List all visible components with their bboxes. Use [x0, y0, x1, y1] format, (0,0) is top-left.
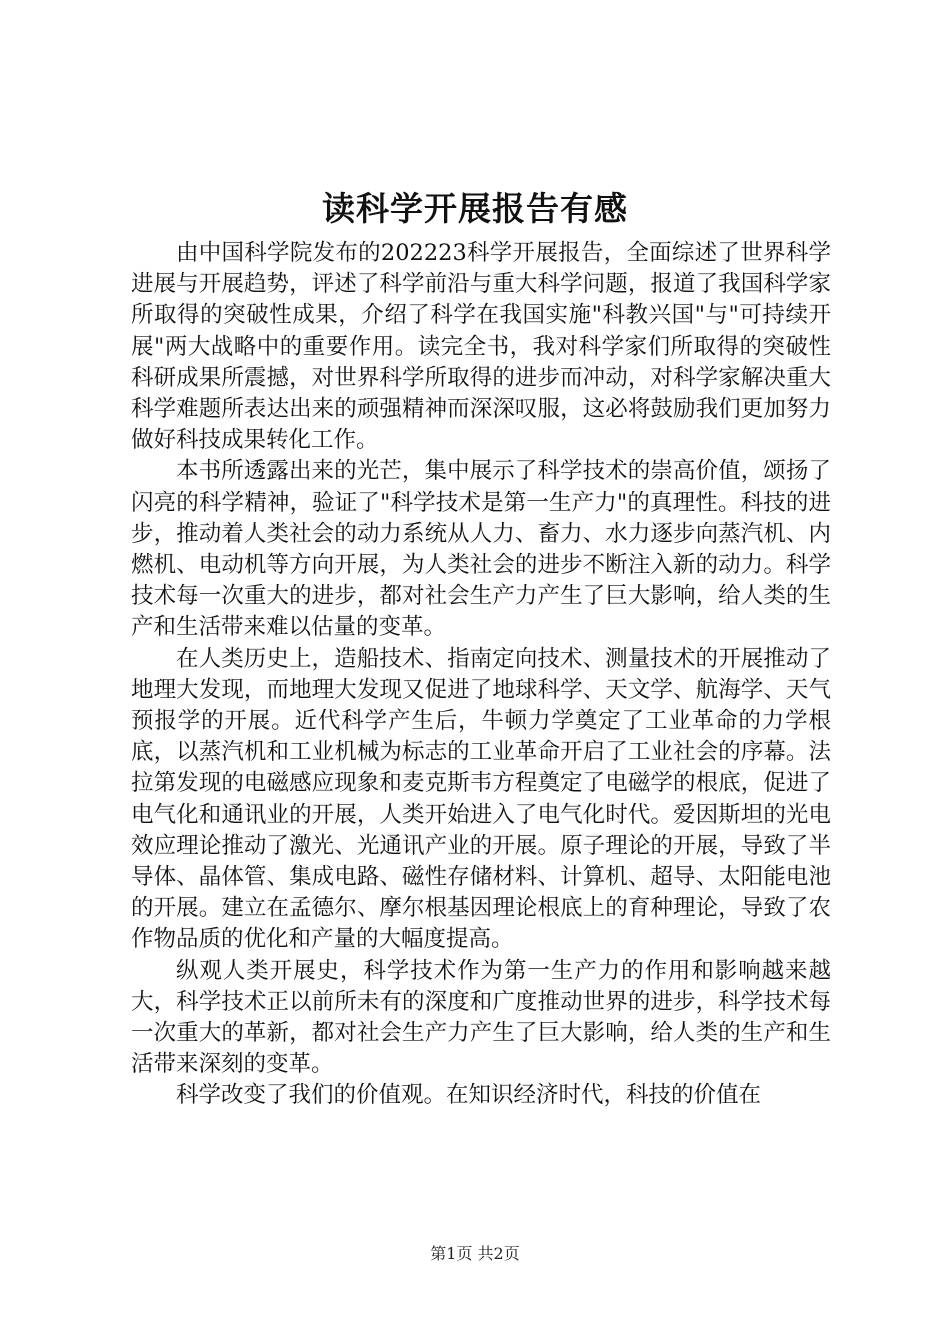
page-number-footer: 第1页 共2页	[430, 1244, 520, 1263]
paragraph-5: 科学改变了我们的价值观。在知识经济时代，科技的价值在	[176, 1082, 762, 1109]
paragraph-3: 在人类历史上，造船技术、指南定向技术、测量技术的开展推动了地理大发现，而地理大发现又促进了地球科学、天文学、航海学、天气预报学的开展。近代科学产生后，牛顿力学奠定了工业革命的力学根底，以蒸汽机和工业机械为标志的工业革命开启了工业社会的序幕。法拉第发现的电磁感应现象和麦克斯韦方程奠定了电磁学的根底，促进了电气化和通讯业的开展，人类开始进入了电气化时代。爱因斯坦的光电效应理论推动了激光、光通讯产业的开展。原子理论的开展，导致了半导体、晶体管、集成电路、磁性存储材料、计算机、超导、太阳能电池的开展。建立在孟德尔、摩尔根基因理论根底上的育种理论，导致了农作物品质的优化和产量的大幅度提高。	[131, 645, 831, 953]
paragraph-4: 纵观人类开展史，科学技术作为第一生产力的作用和影响越来越大，科学技术正以前所未有的深度和广度推动世界的进步，科学技术每一次重大的革新，都对社会生产力产生了巨大影响，给人类的生产和生活带来深刻的变革。	[131, 957, 831, 1078]
document-title: 读科学开展报告有感	[322, 189, 628, 228]
paragraph-2: 本书所透露出来的光芒，集中展示了科学技术的崇高价值，颂扬了闪亮的科学精神，验证了"科学技术是第一生产力"的真理性。科技的进步，推动着人类社会的动力系统从人力、畜力、水力逐步向蒸汽机、内燃机、电动机等方向开展，为人类社会的进步不断注入新的动力。科学技术每一次重大的进步，都对社会生产力产生了巨大影响，给人类的生产和生活带来难以估量的变革。	[131, 458, 831, 641]
document-body	[131, 238, 831, 1112]
paragraph-1: 由中国科学院发布的202223科学开展报告，全面综述了世界科学进展与开展趋势，评述了科学前沿与重大科学问题，报道了我国科学家所取得的突破性成果，介绍了科学在我国实施"科教兴国"与"可持续开展"两大战略中的重要作用。读完全书，我对科学家们所取得的突破性科研成果所震撼，对世界科学所取得的进步而冲动，对科学家解决重大科学难题所表达出来的顽强精神而深深叹服，这必将鼓励我们更加努力做好科技成果转化工作。	[131, 240, 831, 454]
